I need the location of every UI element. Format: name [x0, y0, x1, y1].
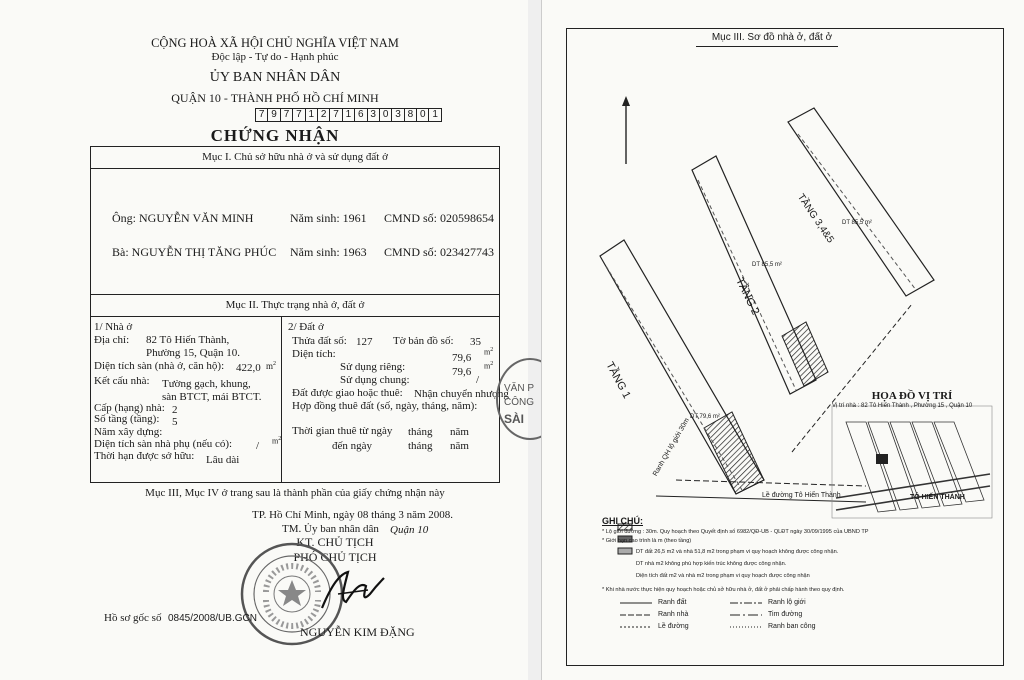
note-1: * Lộ giới đường : 30m. Quy hoạch theo Quyết định số 6982/QĐ-UB - QLĐT ngày 30/09/1995 của UBND TP	[602, 529, 869, 535]
id-digit: 3	[368, 109, 380, 121]
owner-1-name: Ông: NGUYỄN VĂN MINH	[112, 211, 254, 225]
floor-2-area: DT 85,5 m²	[752, 262, 782, 268]
id-digit: 2	[318, 109, 330, 121]
structure-label: Kết cấu nhà:	[94, 375, 150, 387]
site-street-label: TÔ HIẾN THÀNH	[910, 494, 965, 501]
id-digit: 0	[417, 109, 429, 121]
id-digit: 7	[281, 109, 293, 121]
signer-role-2: PHÓ CHỦ TỊCH	[293, 550, 377, 564]
legend-setback-line: Ranh lộ giới	[768, 599, 806, 606]
floors-value: 5	[172, 416, 178, 428]
certificate-front-page: CỘNG HOÀ XÃ HỘI CHỦ NGHĨA VIỆT NAM Độc lập - Tự do - Hạnh phúc ỦY BAN NHÂN DÂN QUẬN 10 - THÀNH PHỐ HỒ CHÍ MINH 7 9 7 7 1 2 7 1 6 3 0 3 8 0 1 CHỨNG NHẬN Mục I. Chủ sở hữu nhà ở và sử dụng đất ở Ông: NGUYỄN VĂN MINH Năm sinh: 1961 CMND số: 020598654 Bà: NGUYỄN THỊ TĂNG PHÚC Năm sinh: 1963 CMND số: 023427743 Mục II. Thực trạng nhà ở, đất ở 1/ Nhà ở Địa chỉ: 82 Tô Hiến Thành, Phường 15, Quận 10. Diện tích sàn (nhà ở, căn hộ): 422,0 $m^2$ Kết cấu nhà: Tường gạch, khung, sàn BTCT, mái BTCT. Cấp (hạng) nhà: 2 Số tầng (tầng): 5 Năm xây dựng: Diện tích sàn nhà phụ (nếu có): / $m^2$ Thời hạn được sở hữu: Lâu dài 2/ Đất ở Thửa đất số: 127 Tờ bản đồ số: 35 Diện tích: 79,6 $m^2$ Sử dụng riêng: 79,6 $m^2$ Sử dụng chung: / Đất được giao hoặc thuê: Nhận chuyển nhượng Hợp đồng thuê đất (số, ngày, tháng, năm): Thời gian thuê từ ngày tháng năm đến ngày tháng năm Mục III, Mục IV ở trang sau là thành phần của giấy chứng nhận này VĂN P CÔNG SÀI TP. Hồ Chí Minh, ngày 08 tháng 3 năm 2008. TM. Ủy ban nhân dân Quận 10 KT. CHỦ TỊCH PHÓ CHỦ TỊCH NGUYỄN KIM ĐẶNG Hồ sơ gốc số 0845/2008/UB.GCN	[0, 0, 528, 680]
lease-from-month: tháng	[408, 426, 433, 438]
floor-345-area: DT 85,5 m²	[842, 220, 872, 226]
ownership-term-label: Thời hạn được sở hữu:	[94, 450, 195, 462]
handwritten-district: Quận 10	[390, 524, 429, 536]
legend-road-center: Tim đường	[768, 611, 803, 618]
seal-text-2: CÔNG	[504, 397, 534, 408]
floor-2-label: TẦNG 2	[733, 276, 762, 317]
legend-balcony-line: Ranh ban công	[768, 623, 816, 630]
seal-text-1: VĂN P	[504, 383, 535, 394]
dossier-number: 0845/2008/UB.GCN	[168, 613, 257, 624]
site-plan-subtitle: Vị trí nhà : 82 Tô Hiến Thành , Phường 15 , Quận 10	[832, 403, 973, 409]
floor-1-label: TẦNG 1	[603, 360, 633, 401]
committee-title: ỦY BAN NHÂN DÂN	[209, 70, 341, 85]
floor-area-value: 422,0	[236, 362, 261, 374]
issue-date: TP. Hồ Chí Minh, ngày 08 tháng 3 năm 2008.	[252, 509, 454, 521]
id-digit: 0	[380, 109, 392, 121]
map-sheet-label: Tờ bản đồ số:	[393, 335, 454, 347]
common-use-value: /	[476, 374, 480, 386]
floors-label: Số tầng (tầng):	[94, 413, 160, 425]
note-4: DT nhà m2 không phù hợp kiến trúc không được công nhận.	[636, 561, 787, 567]
floor-area-label: Diện tích sàn (nhà ở, căn hộ):	[94, 360, 225, 372]
lease-to-month: tháng	[408, 440, 433, 452]
lease-to-label: đến ngày	[332, 440, 373, 452]
national-motto: Độc lập - Tự do - Hạnh phúc	[211, 51, 339, 63]
id-digit: 8	[405, 109, 417, 121]
parcel-label: Thửa đất số:	[292, 335, 347, 347]
swatch-recognized	[618, 548, 632, 554]
land-origin-label: Đất được giao hoặc thuê:	[292, 387, 403, 399]
id-digit: 7	[256, 109, 268, 121]
grade-label: Cấp (hạng) nhà:	[94, 402, 165, 414]
note-5: Diện tích đất m2 và nhà m2 trong phạm vi quy hoạch được công nhận	[636, 573, 810, 579]
note-3: DT đất 26,5 m2 và nhà 51,8 m2 trong phạm vi quy hoạch không được công nhận.	[636, 549, 839, 555]
aux-area-value: /	[256, 440, 260, 452]
build-year-label: Năm xây dựng:	[94, 426, 163, 438]
note-6: * Khi nhà nước thực hiện quy hoạch hoặc chủ sở hữu nhà ở, đất ở phải chấp hành theo quy định.	[602, 587, 845, 593]
structure-line-1: Tường gạch, khung,	[162, 378, 251, 390]
signer-role-1: KT. CHỦ TỊCH	[296, 535, 374, 549]
signer-name: NGUYỄN KIM ĐẶNG	[300, 625, 415, 639]
section-3-note: Mục III, Mục IV ở trang sau là thành phần của giấy chứng nhận này	[145, 487, 445, 499]
floor-2-plan	[692, 156, 828, 394]
dossier-label: Hồ sơ gốc số	[104, 612, 162, 624]
floor-345-label: TẦNG 3,4&5	[794, 192, 836, 246]
address-label: Địa chỉ:	[94, 334, 130, 346]
land-heading: 2/ Đất ở	[288, 321, 324, 333]
district-title: QUẬN 10 - THÀNH PHỐ HỒ CHÍ MINH	[171, 91, 379, 105]
section-1-title: Mục I. Chủ sở hữu nhà ở và sử dụng đất ở	[202, 151, 388, 163]
floor-plan-diagram	[566, 50, 1002, 650]
floor-1-area: DT 79,6 m²	[690, 414, 720, 420]
certificate-back-page	[541, 0, 1024, 680]
id-digit: 7	[293, 109, 305, 121]
id-digit: 6	[355, 109, 367, 121]
parcel-value: 127	[356, 336, 373, 348]
diagram-title: Mục III. Sơ đồ nhà ở, đất ở	[711, 32, 833, 43]
site-plan-title: HỌA ĐỒ VỊ TRÍ	[871, 390, 953, 402]
house-heading: 1/ Nhà ở	[94, 321, 133, 333]
id-digit: 9	[268, 109, 280, 121]
handwritten-signature	[318, 564, 388, 614]
id-digit: 7	[330, 109, 342, 121]
notes-title: GHI CHÚ:	[602, 516, 643, 526]
owner-1-id: CMND số: 020598654	[384, 211, 495, 225]
land-area-label: Diện tích:	[292, 348, 336, 360]
land-area-value: 79,6	[452, 352, 472, 364]
setback-line-label: Ranh QH lộ giới 30m	[652, 417, 691, 478]
country-name: CỘNG HOÀ XÃ HỘI CHỦ NGHĨA VIỆT NAM	[151, 36, 399, 50]
seal-text-3: SÀI	[504, 412, 525, 426]
legend-curb: Lề đường	[658, 623, 689, 630]
section-2-title: Mục II. Thực trạng nhà ở, đất ở	[225, 299, 365, 311]
id-digit: 1	[343, 109, 355, 121]
owner-2-name: Bà: NGUYỄN THỊ TĂNG PHÚC	[112, 245, 277, 259]
street-label: Lề đường Tô Hiến Thành	[762, 492, 841, 499]
id-digit: 3	[392, 109, 404, 121]
lease-from-label: Thời gian thuê từ ngày	[292, 425, 393, 437]
floor-area-unit: m	[266, 361, 274, 371]
address-line-2: Phường 15, Quận 10.	[146, 347, 240, 359]
legend-symbols	[620, 603, 762, 627]
lease-to-year: năm	[450, 440, 469, 452]
certificate-title: CHỨNG NHẬN	[210, 126, 340, 145]
owner-2-id: CMND số: 023427743	[384, 245, 495, 259]
legend-house-line: Ranh nhà	[658, 611, 689, 618]
owner-1-birth: Năm sinh: 1961	[290, 211, 367, 225]
lease-from-year: năm	[450, 426, 469, 438]
north-arrow-icon	[622, 96, 630, 164]
private-use-value: 79,6	[452, 366, 472, 378]
site-location-map	[832, 406, 992, 518]
id-digit: 1	[432, 109, 438, 120]
id-digit: 1	[306, 109, 318, 121]
certificate-id-number	[255, 108, 442, 122]
land-origin-value: Nhận chuyển nhượng	[414, 388, 509, 400]
address-line-1: 82 Tô Hiến Thành,	[146, 334, 230, 346]
grade-value: 2	[172, 404, 178, 416]
owner-2-birth: Năm sinh: 1963	[290, 245, 367, 259]
private-use-label: Sử dụng riêng:	[340, 361, 406, 373]
map-sheet-value: 35	[470, 336, 481, 348]
lease-contract-label: Hợp đồng thuê đất (số, ngày, tháng, năm):	[292, 400, 478, 412]
aux-area-label: Diện tích sàn nhà phụ (nếu có):	[94, 438, 233, 450]
on-behalf-label: TM. Ủy ban nhân dân	[282, 523, 379, 535]
ownership-term-value: Lâu dài	[206, 454, 240, 466]
note-2: * Giới hạn cao trình là m (theo tầng)	[602, 538, 692, 544]
structure-line-2: sàn BTCT, mái BTCT.	[162, 391, 262, 403]
legend-property-line: Ranh đất	[658, 599, 687, 606]
common-use-label: Sử dụng chung:	[340, 374, 410, 386]
